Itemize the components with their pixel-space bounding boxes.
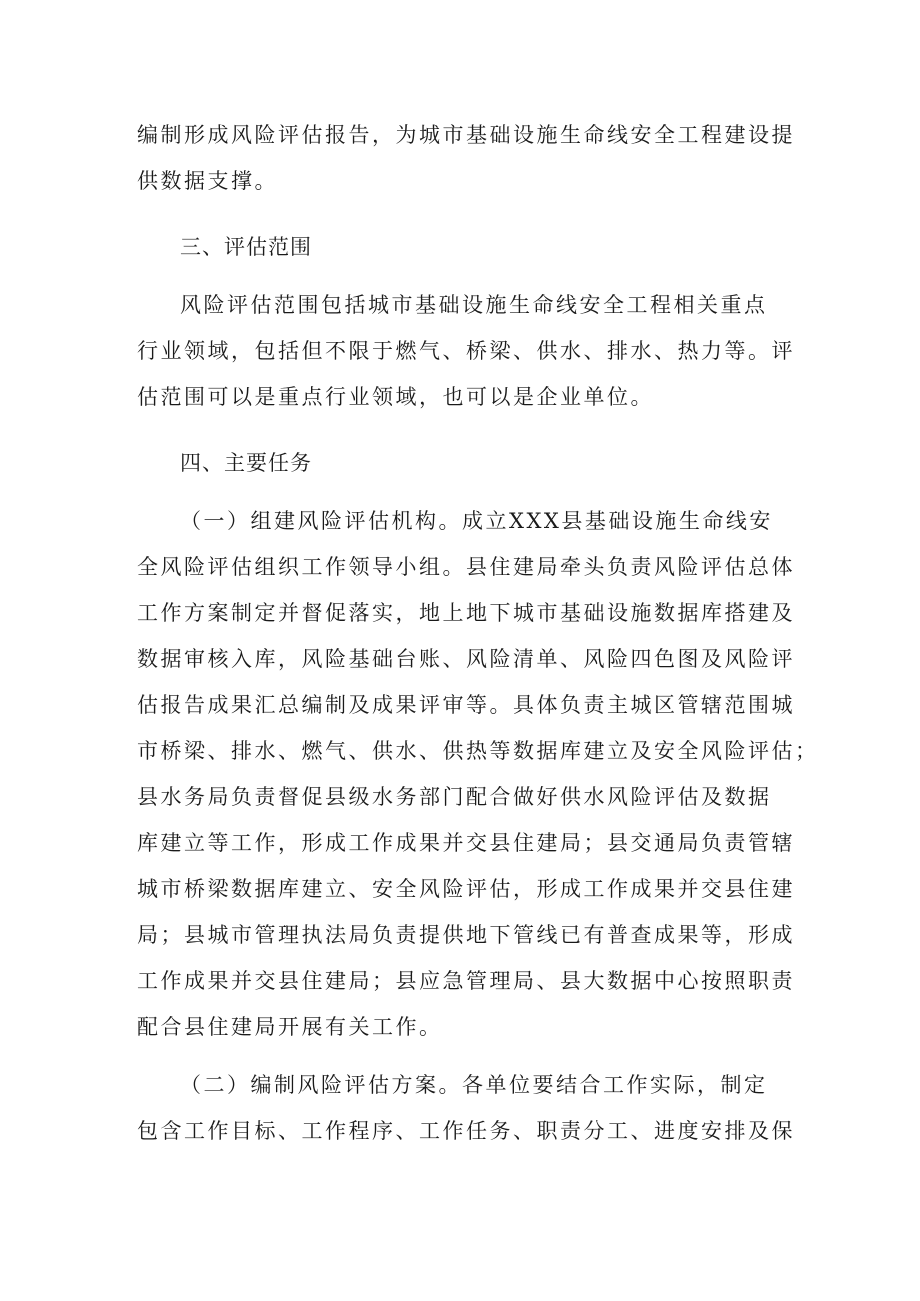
- text-line: （二）编制风险评估方案。各单位要结合工作实际，制定: [180, 1073, 768, 1097]
- task-paragraph-2: [137, 1062, 795, 1154]
- text-line: 估范围可以是重点行业领域，也可以是企业单位。: [137, 385, 654, 409]
- text-line: 供数据支撑。: [137, 169, 278, 193]
- text-line: 库建立等工作，形成工作成果并交县住建局；县交通局负责管辖: [137, 831, 795, 855]
- section-heading-scope: 三、评估范围: [180, 235, 312, 259]
- scope-paragraph: [137, 282, 795, 420]
- text-line: 工作成果并交县住建局；县应急管理局、县大数据中心按照职责: [137, 969, 795, 993]
- text-line: 市桥梁、排水、燃气、供水、供热等数据库建立及安全风险评估；: [137, 739, 819, 763]
- text-line: 城市桥梁数据库建立、安全风险评估，形成工作成果并交县住建: [137, 877, 795, 901]
- intro-paragraph: [137, 112, 795, 204]
- task-paragraph-1: [137, 498, 819, 1050]
- text-line: 编制形成风险评估报告，为城市基础设施生命线安全工程建设提: [137, 123, 795, 147]
- text-line: （一）组建风险评估机构。成立XXX县基础设施生命线安: [180, 509, 773, 533]
- text-line: 工作方案制定并督促落实，地上地下城市基础设施数据库搭建及: [137, 601, 795, 625]
- text-line: 全风险评估组织工作领导小组。县住建局牵头负责风险评估总体: [137, 555, 795, 579]
- text-line: 行业领域，包括但不限于燃气、桥梁、供水、排水、热力等。评: [137, 339, 795, 363]
- text-line: 风险评估范围包括城市基础设施生命线安全工程相关重点: [180, 293, 768, 317]
- section-heading-tasks: 四、主要任务: [180, 451, 312, 475]
- document-page: [137, 112, 819, 1154]
- text-line: 估报告成果汇总编制及成果评审等。具体负责主城区管辖范围城: [137, 693, 795, 717]
- text-line: 局；县城市管理执法局负责提供地下管线已有普查成果等，形成: [137, 923, 795, 947]
- text-line: 包含工作目标、工作程序、工作任务、职责分工、进度安排及保: [137, 1119, 795, 1143]
- text-line: 县水务局负责督促县级水务部门配合做好供水风险评估及数据: [137, 785, 772, 809]
- text-line: 数据审核入库，风险基础台账、风险清单、风险四色图及风险评: [137, 647, 795, 671]
- text-line: 配合县住建局开展有关工作。: [137, 1015, 443, 1039]
